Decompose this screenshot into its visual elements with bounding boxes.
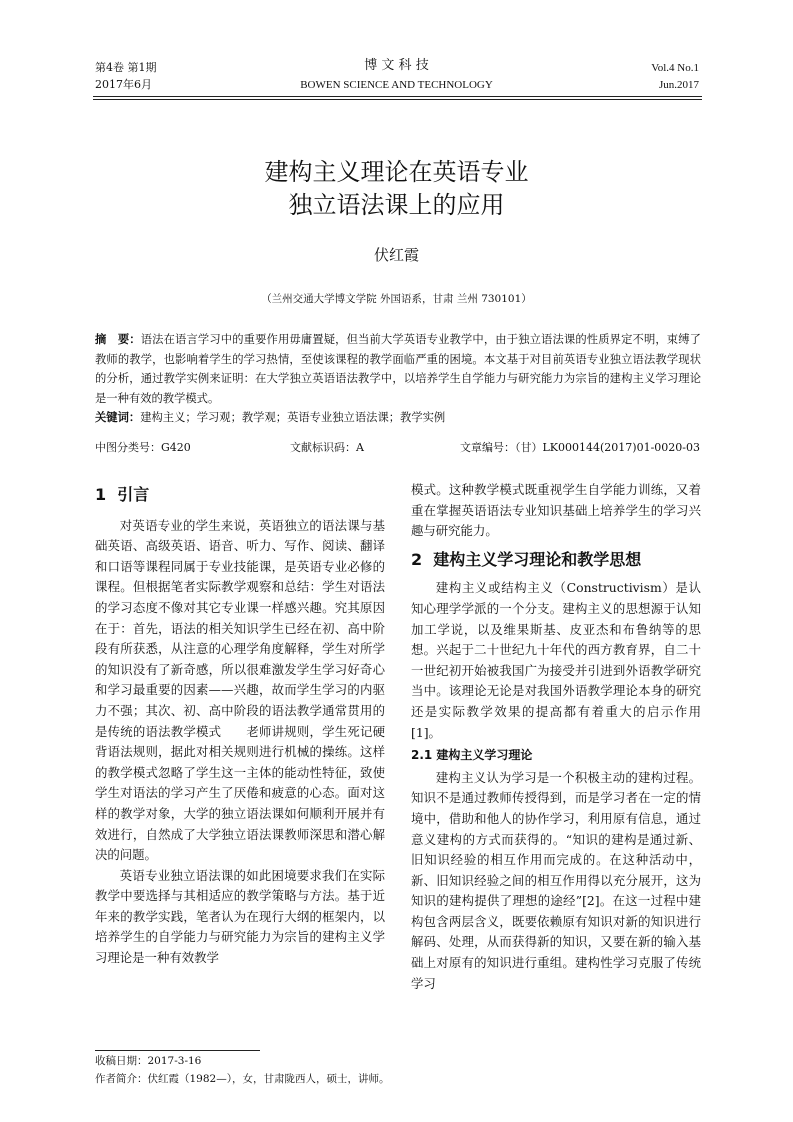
section-1-title: 引言 [117, 485, 150, 504]
received-date: 收稿日期：2017-3-16 [95, 1055, 202, 1067]
article-number [460, 439, 700, 455]
journal-issue: 第4卷 第1期 [95, 61, 157, 74]
subsection-2-1-heading: 2.1 建构主义学习理论 [411, 748, 533, 763]
left-column [95, 485, 385, 969]
header-rule-2 [93, 99, 702, 100]
section-1-number: 1 [95, 485, 107, 504]
author-affiliation: （兰州交通大学博文学院 外国语系，甘肃 兰州 730101） [261, 293, 532, 305]
doc-value: A [356, 441, 364, 454]
clc-number [95, 439, 191, 455]
section-2-number: 2 [411, 549, 423, 569]
paper-title-line2: 独立语法课上的应用 [288, 191, 505, 219]
intro-paragraph-1: 对英语专业的学生来说，英语独立的语法课与基础英语、高级英语、语音、听力、写作、阅读、翻译和口语等课程同属于专业技能课，是英语专业必修的课程。但根据笔者实际教学观察和总结：学生对语法的学习态度不像对其它专业课一样感兴趣。究其原因在于：首先，语法的相关知识学生已经在初、高中阶段有所获悉，从注意的心理学角度解释，学生对所学的知识没有了新奇感，所以很难激发学生学习好奇心和学习最重要的因素——兴趣，故而学生学习的内驱力不强；其次、初、高中阶段的语法教学通常贯用的是传统的语法教学模式 老师讲规则，学生死记硬背语法规则，据此对相关规则进行机械的操练。这样的教学模式忽略了学生这一主体的能动性特征，致使学生对语法的学习产生了厌倦和疲意的心态。面对这样的教学对象，大学的独立语法课如何顺利开展并有效进行，自然成了大学独立语法课教师深思和潜心解决的问题。 [95, 517, 385, 863]
section-2-heading [411, 550, 701, 571]
intro-paragraph-3: 模式。这种教学模式既重视学生自学能力训练，又着重在掌握英语语法专业知识基础上培养学生的学习兴趣与研究能力。 [411, 482, 701, 539]
journal-volume: Vol.4 No.1 [651, 62, 699, 74]
section-2-paragraph-1: 建构主义或结构主义（Constructivism）是认知心理学学派的一个分支。建构主义的思想源于认知加工学说，以及维果斯基、皮亚杰和布鲁纳等的思想。兴起于二十世纪九十年代的西方教育界，自二十一世纪初开始被我国广为接受并引进到外语教学研究当中。该理论无论是对我国外语教学理论本身的研究还是实际教学效果的提高都有着重大的启示作用[1]。 [411, 580, 701, 740]
abstract-text: 语法在语言学习中的重要作用毋庸置疑，但当前大学英语专业教学中，由于独立语法课的性质界定不明，束缚了教师的教学，也影响着学生的学习热情，至使该课程的教学面临严重的困境。本文基于对目前英语专业独立语法教学现状的分析，通过教学实例来证明：在大学独立英语语法教学中，以培养学生自学能力与研究能力为宗旨的建构主义学习理论是一种有效的教学模式。 [95, 333, 701, 405]
footnote-rule [95, 1050, 260, 1051]
section-2-title: 建构主义学习理论和教学思想 [433, 549, 642, 569]
abstract-label: 摘 要： [95, 333, 141, 346]
section-1-heading [95, 485, 385, 506]
article-label: 文章编号： [459, 441, 515, 454]
header-rule [93, 96, 702, 97]
journal-name-cn: 博 文 科 技 [364, 58, 429, 73]
subsection-2-1-paragraph: 建构主义认为学习是一个积极主动的建构过程。知识不是通过教师传授得到，而是学习者在一定的情境中，借助和他人的协作学习，利用原有信息，通过意义建构的方式而获得的。“知识的建构是通过新、旧知识经验的相互作用而完成的。在这种活动中，新、旧知识经验之间的相互作用得以充分展开，这为知识的建构提供了理想的途经”[2]。在这一过程中建构包含两层含义，既要依赖原有知识对新的知识进行解码、处理，从而获得新的知识，又要在新的输入基础上对原有的知识进行重组。建构性学习克服了传统学习 [411, 769, 701, 991]
paper-title-line1: 建构主义理论在英语专业 [264, 158, 529, 186]
journal-name-en: BOWEN SCIENCE AND TECHNOLOGY [300, 79, 493, 91]
clc-value: G420 [161, 441, 191, 454]
document-code [290, 439, 364, 455]
author-name: 伏红霞 [373, 246, 419, 264]
clc-label: 中图分类号： [95, 441, 161, 454]
author-bio: 作者简介：伏红霞（1982—），女，甘肃陇西人，硕士，讲师。 [95, 1073, 390, 1085]
right-column [411, 480, 701, 994]
intro-paragraph-2: 英语专业独立语法课的如此困境要求我们在实际教学中要选择与其相适应的教学策略与方法。基于近年来的教学实践，笔者认为在现行大纲的框架内，以培养学生的自学能力与研究能力为宗旨的建构主义学习理论是一种有效教学 [95, 867, 385, 966]
keywords-text: 建构主义；学习观；教学观；英语专业独立语法课；教学实例 [140, 411, 446, 425]
journal-date: 2017年6月 [95, 78, 152, 91]
abstract [95, 330, 701, 428]
doc-label: 文献标识码： [290, 441, 356, 454]
keywords-label: 关键词： [95, 411, 141, 425]
journal-month: Jun.2017 [658, 79, 699, 91]
article-value: （甘）LK000144(2017)01-0020-03 [514, 441, 700, 454]
